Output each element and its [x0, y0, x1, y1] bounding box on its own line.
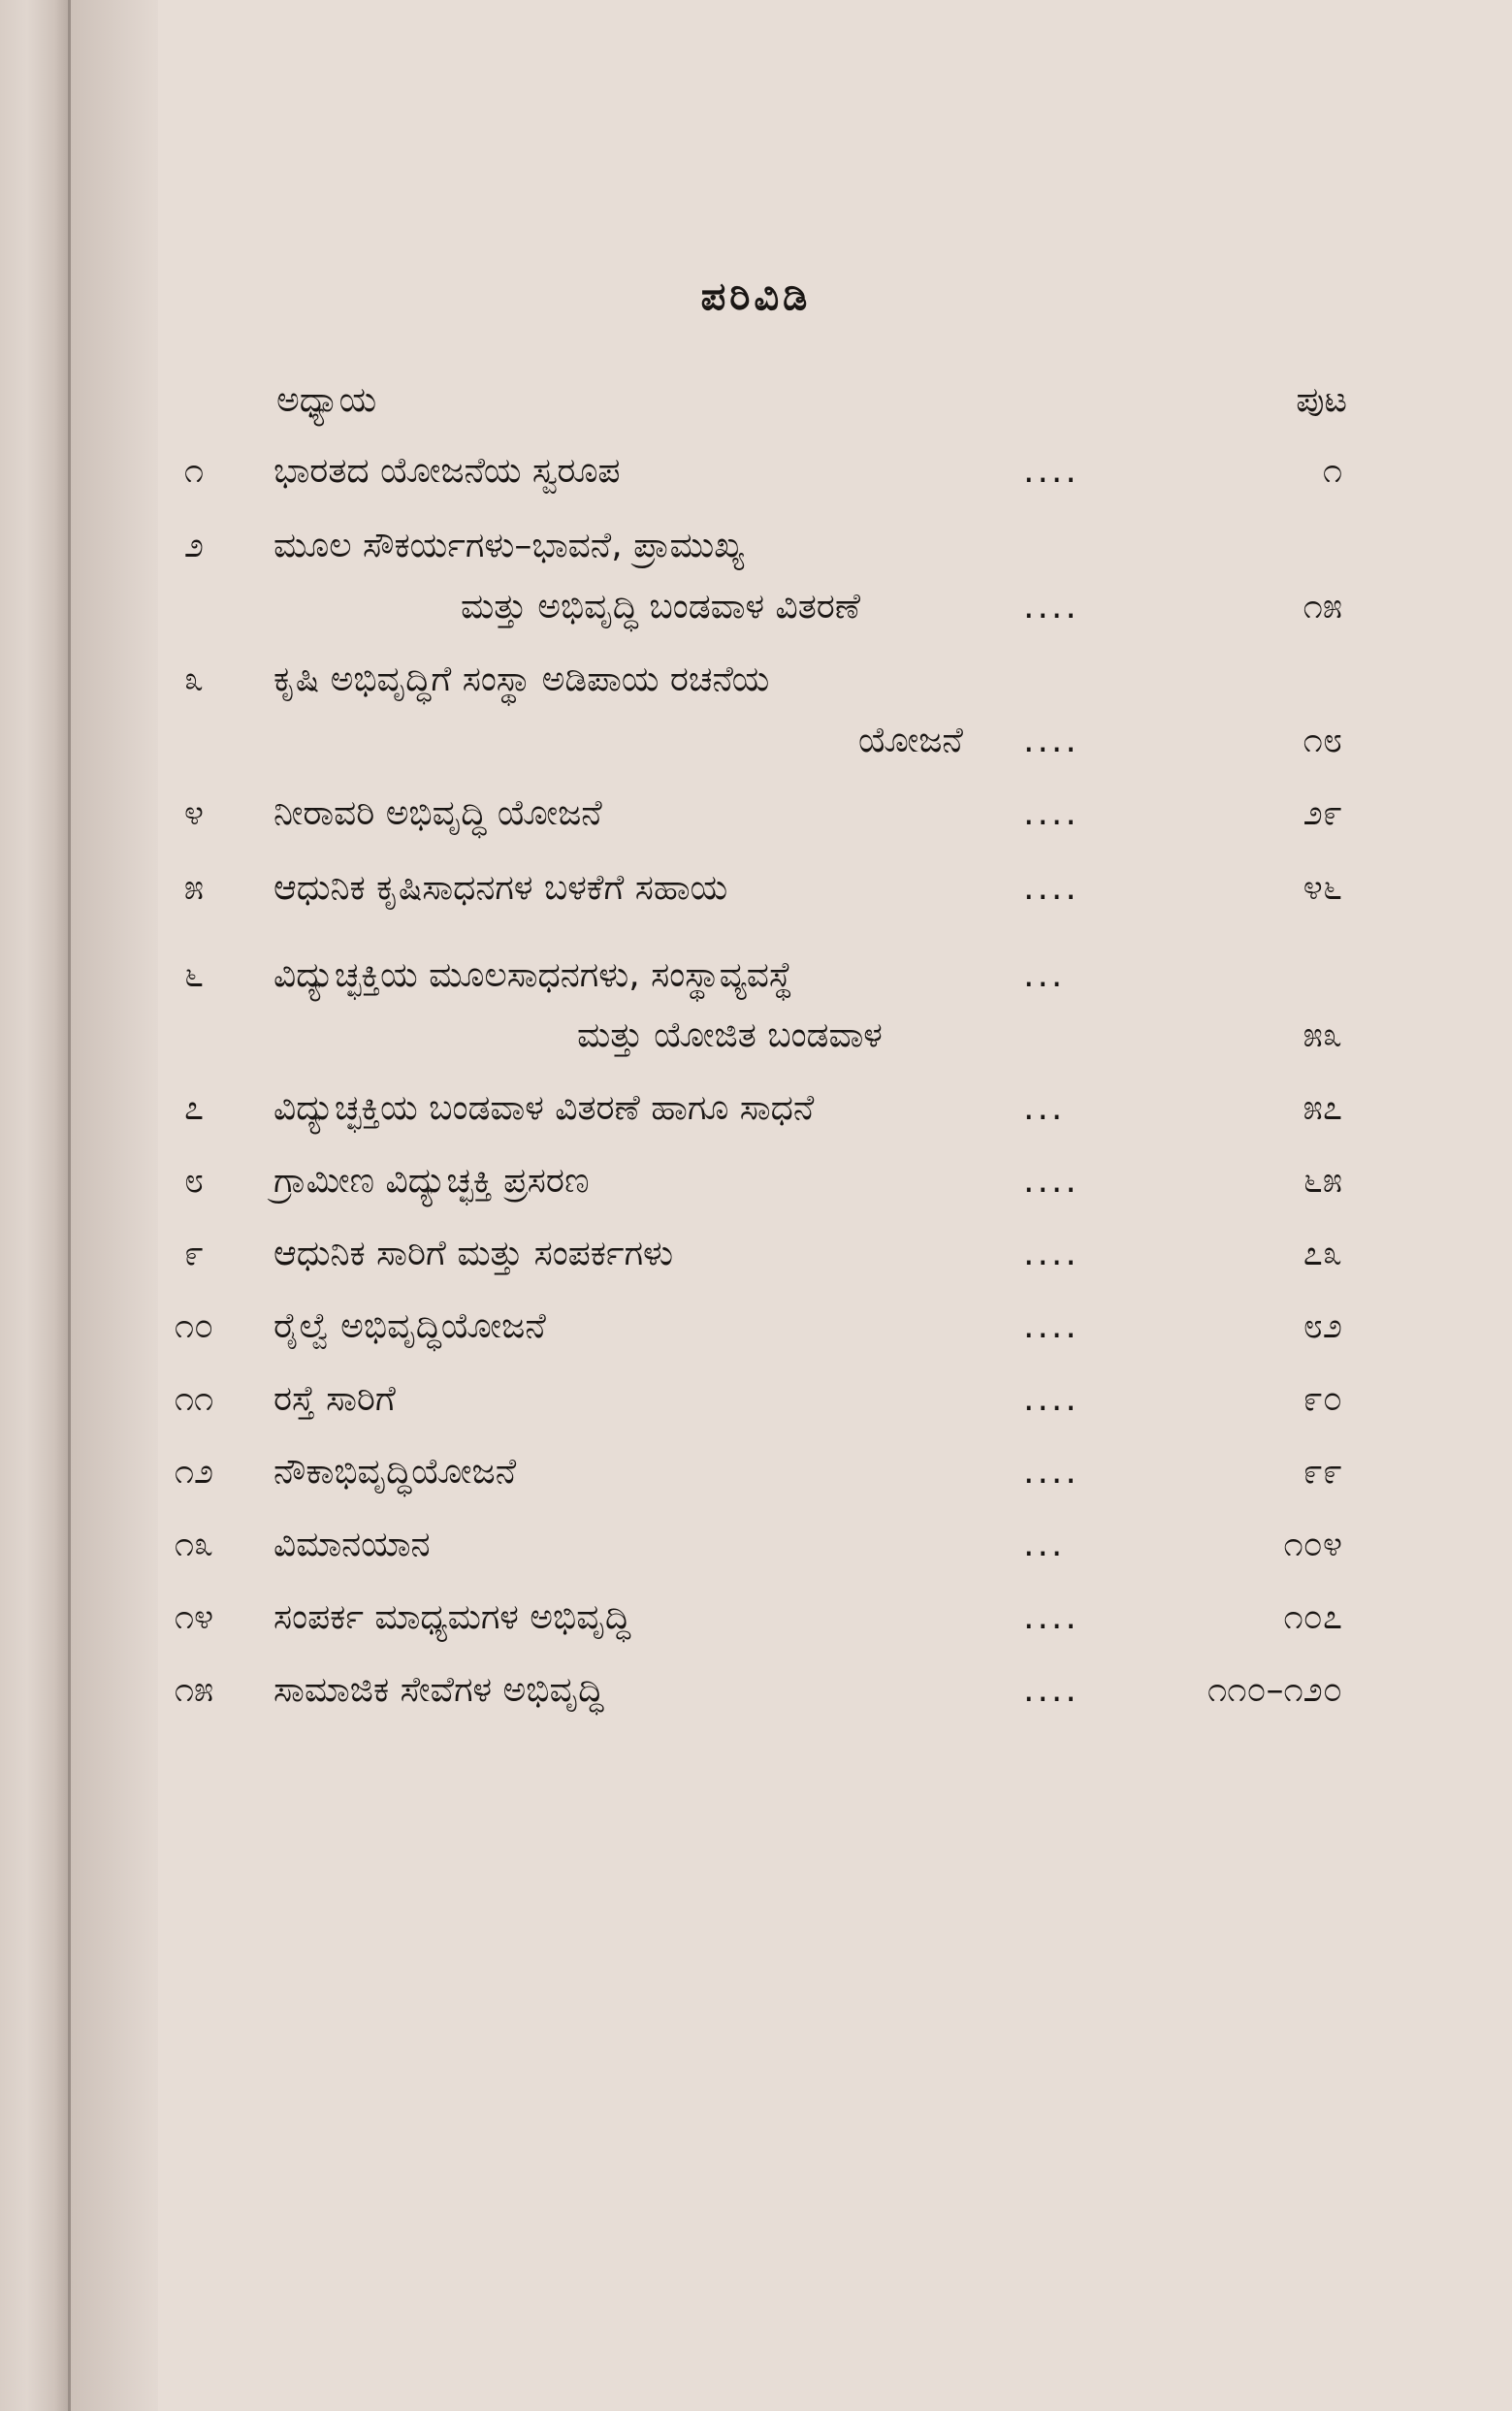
- chapter-title: ರೈಲ್ವೆ ಅಭಿವೃದ್ಧಿಯೋಜನೆ: [273, 1306, 546, 1346]
- leader-dots: ...: [1023, 955, 1066, 995]
- chapter-number: ೭: [183, 1088, 205, 1128]
- chapter-title: ನೀರಾವರಿ ಅಭಿವೃದ್ಧಿ ಯೋಜನೆ: [273, 793, 602, 833]
- chapter-number: ೨: [183, 526, 205, 565]
- toc-entry-6: [0, 948, 1512, 1003]
- chapter-number: ೮: [183, 1161, 205, 1201]
- page-number: ೯೦: [1303, 1379, 1342, 1419]
- chapter-title: ಭಾರತದ ಯೋಜನೆಯ ಸ್ವರೂಪ: [273, 451, 621, 491]
- leader-dots: ....: [1023, 1234, 1079, 1273]
- chapter-title: ಗ್ರಾಮೀಣ ವಿದ್ಯುಚ್ಛಕ್ತಿ ಪ್ರಸರಣ: [273, 1161, 590, 1201]
- chapter-title: ಆಧುನಿಕ ಕೃಷಿಸಾಧನಗಳ ಬಳಕೆಗೆ ಸಹಾಯ: [273, 868, 728, 908]
- toc-entry-5: [0, 861, 1512, 916]
- page-title: ಪರಿವಿಡಿ: [700, 274, 812, 319]
- chapter-title: ಸಂಪರ್ಕ ಮಾಧ್ಯಮಗಳ ಅಭಿವೃದ್ಧಿ: [273, 1597, 631, 1637]
- chapter-column-header: ಅಧ್ಯಾಯ: [276, 380, 377, 420]
- page-number: ೬೫: [1303, 1161, 1342, 1201]
- chapter-title: ನೌಕಾಭಿವೃದ್ಧಿಯೋಜನೆ: [273, 1452, 517, 1492]
- page-number: ೫೭: [1303, 1088, 1342, 1128]
- leader-dots: ....: [1023, 793, 1079, 833]
- chapter-title: ಆಧುನಿಕ ಸಾರಿಗೆ ಮತ್ತು ಸಂಪರ್ಕಗಳು: [273, 1234, 674, 1273]
- toc-entry-10: [0, 1300, 1512, 1354]
- leader-dots: ....: [1023, 1161, 1079, 1201]
- page-number: ೮೨: [1303, 1306, 1342, 1346]
- toc-entry-3-continuation: [0, 714, 1512, 768]
- page-column-header: ಪುಟ: [1296, 380, 1347, 420]
- leader-dots: ....: [1023, 1306, 1079, 1346]
- chapter-number: ೧೦: [174, 1306, 214, 1346]
- page-number: ೧೧೦–೧೨೦: [1207, 1670, 1342, 1710]
- leader-dots: ....: [1023, 1379, 1079, 1419]
- chapter-number: ೫: [183, 868, 205, 908]
- page-number: ೨೯: [1303, 793, 1342, 833]
- chapter-title: ವಿದ್ಯುಚ್ಛಕ್ತಿಯ ಮೂಲಸಾಧನಗಳು, ಸಂಸ್ಥಾವ್ಯವಸ್ಥೆ: [273, 955, 793, 995]
- toc-entry-6-continuation: [0, 1009, 1512, 1063]
- page-number: ೭೩: [1303, 1234, 1342, 1273]
- page-number: ೧೦೪: [1283, 1525, 1342, 1564]
- toc-entry-12: [0, 1445, 1512, 1499]
- page-number: ೧೦೭: [1283, 1597, 1342, 1637]
- leader-dots: ....: [1023, 451, 1079, 491]
- chapter-title-continuation: ಯೋಜನೆ: [858, 721, 963, 760]
- chapter-number: ೬: [183, 955, 205, 995]
- chapter-title: ಕೃಷಿ ಅಭಿವೃದ್ಧಿಗೆ ಸಂಸ್ಥಾ ಅಡಿಪಾಯ ರಚನೆಯ: [273, 659, 770, 699]
- chapter-number: ೧೫: [174, 1670, 214, 1710]
- chapter-number: ೧೧: [174, 1379, 214, 1419]
- leader-dots: ....: [1023, 1452, 1079, 1492]
- toc-entry-14: [0, 1591, 1512, 1645]
- chapter-number: ೧೩: [174, 1525, 214, 1564]
- chapter-title: ರಸ್ತೆ ಸಾರಿಗೆ: [273, 1379, 396, 1419]
- toc-entry-13: [0, 1518, 1512, 1572]
- chapter-title: ವಿದ್ಯುಚ್ಛಕ್ತಿಯ ಬಂಡವಾಳ ವಿತರಣೆ ಹಾಗೂ ಸಾಧನೆ: [273, 1088, 815, 1128]
- page-number: ೧೫: [1303, 587, 1342, 627]
- chapter-number: ೪: [183, 793, 205, 833]
- chapter-number: ೩: [183, 659, 205, 699]
- leader-dots: ....: [1023, 868, 1079, 908]
- toc-entry-9: [0, 1227, 1512, 1281]
- toc-entry-4: [0, 787, 1512, 841]
- leader-dots: ....: [1023, 1670, 1079, 1710]
- chapter-title: ಸಾಮಾಜಿಕ ಸೇವೆಗಳ ಅಭಿವೃದ್ಧಿ: [273, 1670, 604, 1710]
- toc-entry-2-continuation: [0, 580, 1512, 634]
- toc-entry-2: [0, 519, 1512, 573]
- chapter-title: ಮೂಲ ಸೌಕರ್ಯಗಳು–ಭಾವನೆ, ಪ್ರಾಮುಖ್ಯ: [273, 526, 745, 565]
- page-number: ೯೯: [1303, 1452, 1342, 1492]
- page-number: ೫೩: [1303, 1015, 1342, 1055]
- toc-entry-8: [0, 1154, 1512, 1208]
- chapter-number: ೧೪: [174, 1597, 214, 1637]
- chapter-title-continuation: ಮತ್ತು ಯೋಜಿತ ಬಂಡವಾಳ: [577, 1015, 883, 1055]
- chapter-title: ವಿಮಾನಯಾನ: [273, 1525, 431, 1564]
- chapter-number: ೯: [183, 1234, 205, 1273]
- toc-entry-15: [0, 1663, 1512, 1718]
- page-number: ೪೬: [1303, 868, 1342, 908]
- leader-dots: ...: [1023, 1088, 1066, 1128]
- leader-dots: ....: [1023, 587, 1079, 627]
- page-number: ೧: [1322, 451, 1342, 491]
- chapter-title-continuation: ಮತ್ತು ಅಭಿವೃದ್ಧಿ ಬಂಡವಾಳ ವಿತರಣೆ: [461, 587, 861, 627]
- toc-entry-7: [0, 1081, 1512, 1136]
- leader-dots: ....: [1023, 1597, 1079, 1637]
- toc-entry-3: [0, 653, 1512, 707]
- toc-entry-1: [0, 444, 1512, 498]
- page-number: ೧೮: [1303, 721, 1342, 760]
- leader-dots: ....: [1023, 721, 1079, 760]
- chapter-number: ೧: [183, 451, 205, 491]
- toc-entry-11: [0, 1372, 1512, 1427]
- leader-dots: ...: [1023, 1525, 1066, 1564]
- chapter-number: ೧೨: [174, 1452, 214, 1492]
